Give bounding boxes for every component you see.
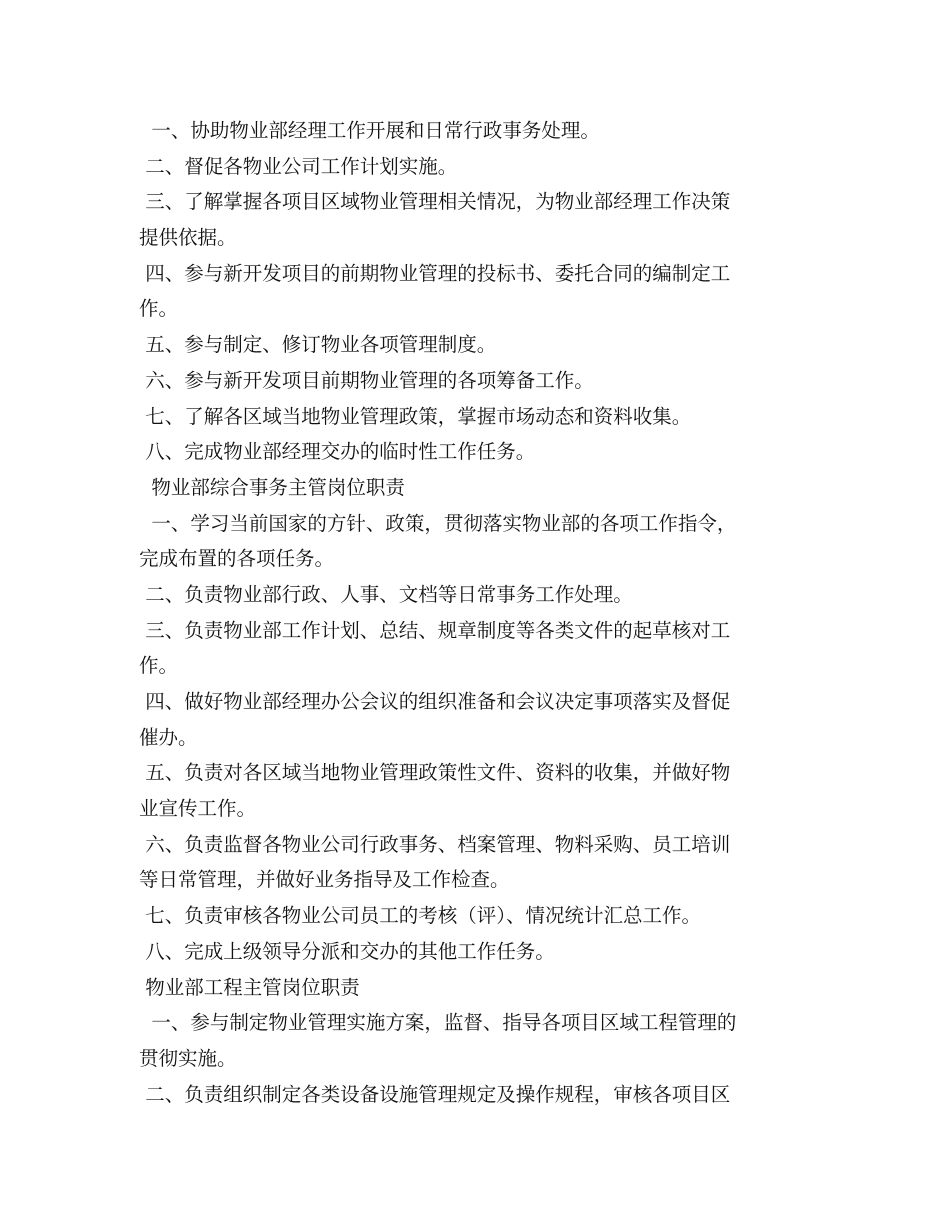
text-line: 三、负责物业部工作计划、总结、规章制度等各类文件的起草核对工: [139, 618, 731, 642]
section-heading: 物业部综合事务主管岗位职责: [139, 475, 405, 499]
text-line: 七、负责审核各物业公司员工的考核（评）、情况统计汇总工作。: [139, 904, 701, 928]
section-heading: 物业部工程主管岗位职责: [139, 975, 360, 999]
text-line: 七、了解各区域当地物业管理政策，掌握市场动态和资料收集。: [139, 404, 692, 428]
text-line: 八、完成上级领导分派和交办的其他工作任务。: [139, 939, 555, 963]
text-line: 一、协助物业部经理工作开展和日常行政事务处理。: [139, 119, 600, 142]
text-line: 六、参与新开发项目前期物业管理的各项筹备工作。: [139, 368, 594, 392]
document-body: [139, 113, 817, 1112]
text-line: 业宣传工作。: [139, 797, 257, 821]
text-line: 四、参与新开发项目的前期物业管理的投标书、委托合同的编制定工: [139, 261, 731, 285]
text-line: 催办。: [139, 725, 198, 749]
text-line: 四、做好物业部经理办公会议的组织准备和会议决定事项落实及督促: [139, 690, 731, 713]
text-line: 三、了解掌握各项目区域物业管理相关情况，为物业部经理工作决策: [139, 190, 731, 214]
text-line: 作。: [139, 297, 179, 321]
text-line: 二、督促各物业公司工作计划实施。: [139, 154, 458, 178]
text-line: 作。: [139, 654, 179, 678]
text-line: 五、参与制定、修订物业各项管理制度。: [139, 333, 497, 357]
text-line: 一、参与制定物业管理实施方案，监督、指导各项目区域工程管理的: [139, 1011, 737, 1035]
text-line: 提供依据。: [139, 226, 237, 250]
text-line: 二、负责组织制定各类设备设施管理规定及操作规程，审核各项目区: [139, 1082, 731, 1106]
text-line: 五、负责对各区域当地物业管理政策性文件、资料的收集，并做好物: [139, 761, 731, 785]
text-line: 一、学习当前国家的方针、政策，贯彻落实物业部的各项工作指令，: [139, 511, 737, 535]
text-line: 贯彻实施。: [139, 1046, 237, 1070]
text-line: 完成布置的各项任务。: [139, 547, 335, 571]
text-line: 八、完成物业部经理交办的临时性工作任务。: [139, 440, 536, 464]
text-line: 等日常管理，并做好业务指导及工作检查。: [139, 868, 510, 892]
text-line: 六、负责监督各物业公司行政事务、档案管理、物料采购、员工培训: [139, 832, 731, 856]
text-line: 二、负责物业部行政、人事、文档等日常事务工作处理。: [139, 582, 633, 606]
